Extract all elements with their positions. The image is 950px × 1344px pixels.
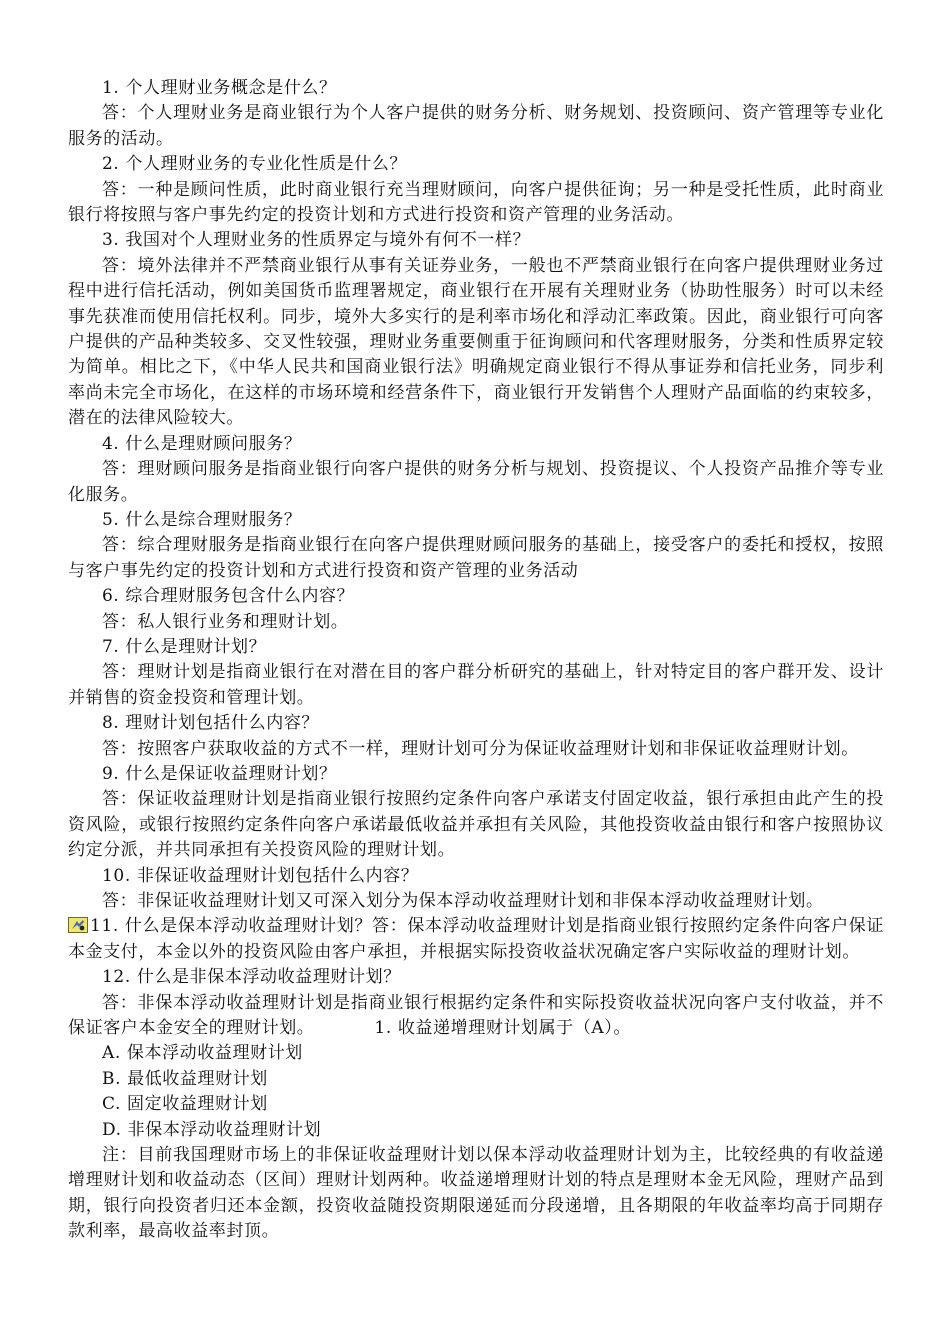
option-b: B. 最低收益理财计划 xyxy=(102,1068,268,1089)
answer-5: 答：综合理财服务是指商业银行在向客户提供理财顾问服务的基础上，接受客户的委托和授权，按照与客户事先约定的投资计划和方式进行投资和资产管理的业务活动 xyxy=(68,535,884,581)
option-a: A. 保本浮动收益理财计划 xyxy=(102,1043,303,1064)
answer-4: 答：理财顾问服务是指商业银行向客户提供的财务分析与规划、投资提议、个人投资产品推介等专业化服务。 xyxy=(68,459,884,505)
option-d: D. 非保本浮动收益理财计划 xyxy=(102,1119,322,1140)
answer-1: 答：个人理财业务是商业银行为个人客户提供的财务分析、财务规划、投资顾问、资产管理等专业化服务的活动。 xyxy=(68,103,884,149)
question-11 xyxy=(68,914,884,965)
answer-12-text: 答：非保本浮动收益理财计划是指商业银行根据约定条件和实际投资收益状况向客户支付收益，并不保证客户本金安全的理财计划。 xyxy=(68,992,884,1039)
embedded-object-icon[interactable] xyxy=(68,917,88,933)
question-6: 6. 综合理财服务包含什么内容？ xyxy=(102,586,355,607)
document-body xyxy=(68,76,884,1245)
answer-7: 答：理财计划是指商业银行在对潜在目的客户群分析研究的基础上，针对特定目的客户群开发、设计并销售的资金投资和管理计划。 xyxy=(68,662,884,708)
question-1: 1. 个人理财业务概念是什么？ xyxy=(102,78,337,98)
question-12: 12. 什么是非保本浮动收益理财计划？ xyxy=(102,967,401,988)
option-c: C. 固定收益理财计划 xyxy=(102,1094,268,1115)
question-9: 9. 什么是保证收益理财计划？ xyxy=(102,763,337,784)
question-2: 2. 个人理财业务的专业化性质是什么？ xyxy=(102,154,408,175)
answer-12 xyxy=(68,991,884,1042)
mc-question: 1. 收益递增理财计划属于（A）。 xyxy=(374,1018,632,1039)
question-11-text: 11. 什么是保本浮动收益理财计划？答：保本浮动收益理财计划是指商业银行按照约定条件向客户保证本金支付，本金以外的投资风险由客户承担，并根据实际投资收益状况确定客户实际收益的理财计划。 xyxy=(68,916,884,962)
question-3: 3. 我国对个人理财业务的性质界定与境外有何不一样？ xyxy=(102,230,531,251)
answer-6: 答：私人银行业务和理财计划。 xyxy=(102,611,349,632)
question-4: 4. 什么是理财顾问服务？ xyxy=(102,433,302,454)
question-5: 5. 什么是综合理财服务？ xyxy=(102,509,302,530)
answer-9: 答：保证收益理财计划是指商业银行按照约定条件向客户承诺支付固定收益，银行承担由此产生的投资风险，或银行按照约定条件向客户承诺最低收益并承担有关风险，其他投资收益由银行和客户按照协议约定分派，并共同承担有关投资风险的理财计划。 xyxy=(68,789,884,861)
answer-10: 答：非保证收益理财计划又可深入划分为保本浮动收益理财计划和非保本浮动收益理财计划。 xyxy=(102,891,824,911)
answer-8: 答：按照客户获取收益的方式不一样，理财计划可分为保证收益理财计划和非保证收益理财计划。 xyxy=(102,738,859,759)
answer-3: 答：境外法律并不严禁商业银行从事有关证券业务，一般也不严禁商业银行在向客户提供理财业务过程中进行信托活动，例如美国货币监理署规定，商业银行在开展有关理财业务（协助性服务）时可以未经事先获准而使用信托权利。同步，境外大多实行的是利率市场化和浮动汇率政策。因此，商业银行可向客户提供的产品种类较多、交叉性较强，理财业务重要侧重于征询顾问和代客理财服务，分类和性质界定较为简单。相比之下，《中华人民共和国商业银行法》明确规定商业银行不得从事证券和信托业务，同步利率尚未完全市场化，在这样的市场环境和经营条件下，商业银行开发销售个人理财产品面临的约束较多，潜在的法律风险较大。 xyxy=(68,255,884,429)
explanation-note: 注：目前我国理财市场上的非保证收益理财计划以保本浮动收益理财计划为主，比较经典的有收益递增理财计划和收益动态（区间）理财计划两种。收益递增理财计划的特点是理财本金无风险，理财产品到期，银行向投资者归还本金额，投资收益随投资期限递延而分段递增，且各期限的年收益率均高于同期存款利率，最高收益率封顶。 xyxy=(68,1145,884,1242)
question-7: 7. 什么是理财计划？ xyxy=(102,636,267,657)
answer-2: 答：一种是顾问性质，此时商业银行充当理财顾问，向客户提供征询；另一种是受托性质，此时商业银行将按照与客户事先约定的投资计划和方式进行投资和资产管理的业务活动。 xyxy=(68,179,884,226)
question-8: 8. 理财计划包括什么内容？ xyxy=(102,713,320,734)
question-10: 10. 非保证收益理财计划包括什么内容？ xyxy=(102,865,419,886)
